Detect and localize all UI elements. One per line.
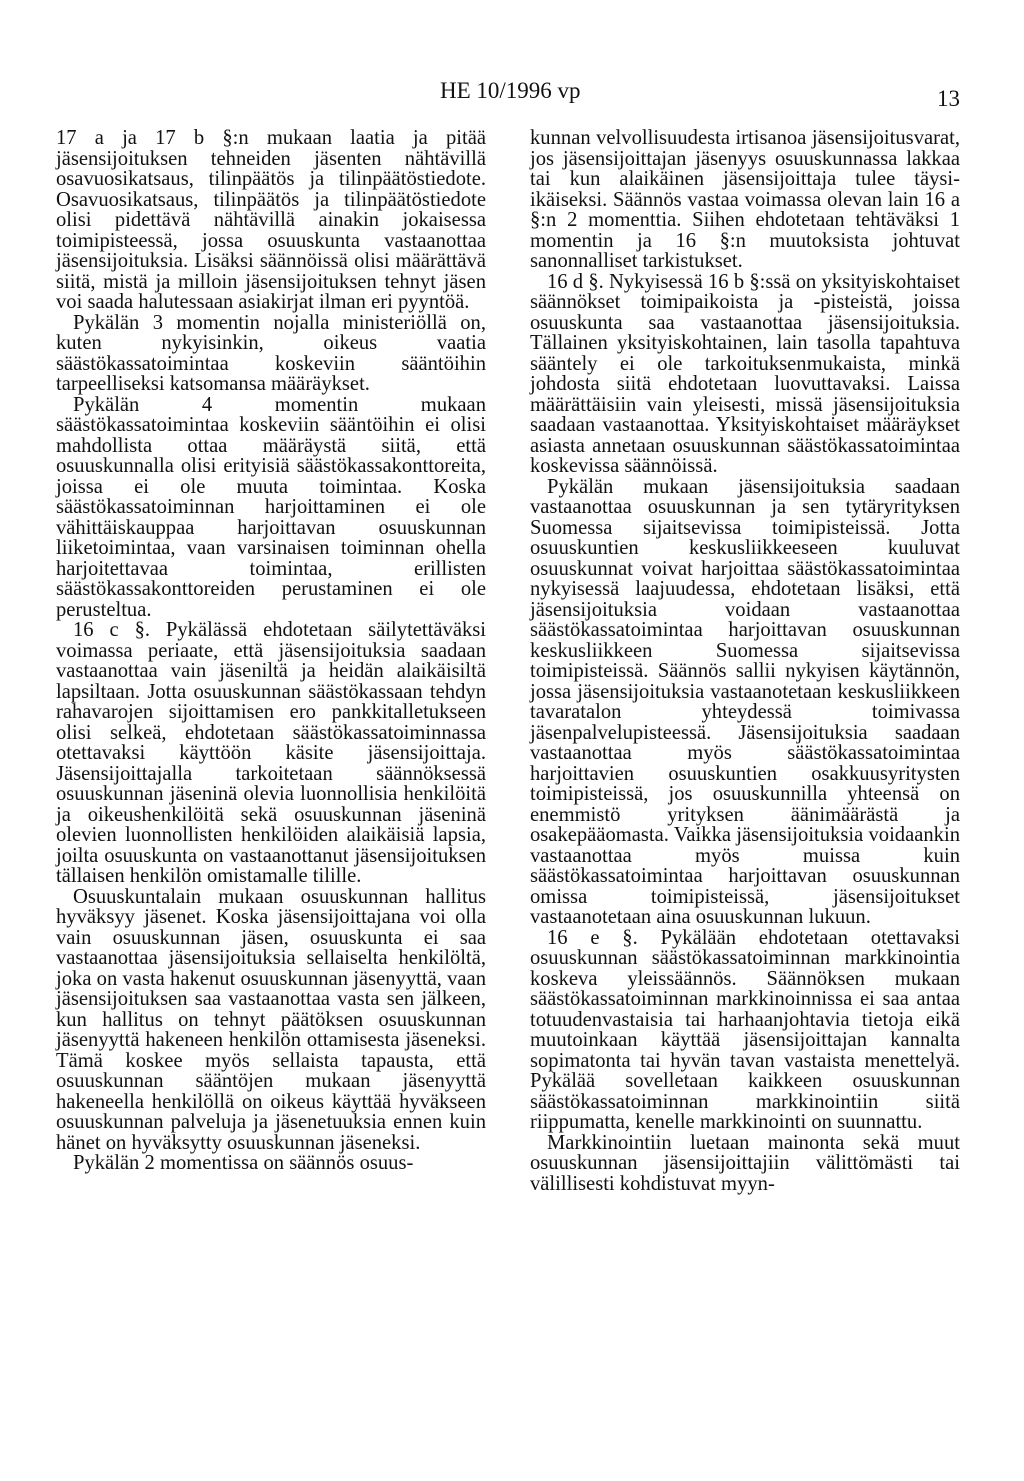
paragraph: 16 c §. Pykälässä ehdotetaan säilytettäväksi voimassa periaate, että jäsensijoituksia saadaan vastaanottaa vain jäseniltä ja heidän alaikäisiltä lapsiltaan. Jotta osuuskunnan säästökassaan tehdyn rahavarojen sijoittamisen ero pankkitalletukseen olisi selkeä, ehdotetaan säästökassatoiminnassa otettavaksi käyttöön käsite jäsensijoittaja. Jäsensijoittajalla tarkoitetaan säännöksessä osuuskunnan jäseninä olevia luonnollisia henkilöitä ja oikeushenkilöitä sekä osuuskunnan jäseninä olevien luonnollisten henkilöiden alaikäisiä lapsia, joilta osuuskunta on vastaanottanut jäsensijoituksen tällaisen henkilön omistamalle tilille. bbox=[56, 619, 486, 887]
paragraph: kunnan velvollisuudesta irtisanoa jäsensijoitusvarat, jos jäsensijoittajan jäsenyys osuuskunnassa lakkaa tai kun alaikäinen jäsensijoittaja tulee täysi-ikäiseksi. Säännös vastaa voimassa olevan lain 16 a §:n 2 momenttia. Siihen ehdotetaan tehtäväksi 1 momentin ja 16 §:n muutoksista johtuvat sanonnalliset tarkistukset. bbox=[530, 127, 960, 272]
paragraph: Pykälän mukaan jäsensijoituksia saadaan vastaanottaa osuuskunnan ja sen tytäryrityksen Suomessa sijaitsevissa toimipisteissä. Jotta osuuskuntien keskusliikkeeseen kuuluvat osuuskunnat voivat harjoittaa säästökassatoimintaa nykyisessä laajuudessa, ehdotetaan lisäksi, että jäsensijoituksia voidaan vastaanottaa säästökassatoimintaa harjoittavan osuuskunnan keskusliikkeen Suomessa sijaitsevissa toimipisteissä. Säännös sallii nykyisen käytännön, jossa jäsensijoituksia vastaanotetaan keskusliikkeen tavaratalon yhteydessä toimivassa jäsenpalvelupisteessä. Jäsensijoituksia saadaan vastaanottaa myös säästökassatoimintaa harjoittavien osuuskuntien osakkuusyritysten toimipisteissä, jos osuuskunnilla yhteensä on enemmistö yrityksen äänimäärästä ja osakepääomasta. Vaikka jäsensijoituksia voidaankin vastaanottaa myös muissa kuin säästökassatoimintaa harjoittavan osuuskunnan omissa toimipisteissä, jäsensijoitukset vastaanotetaan aina osuuskunnan lukuun. bbox=[530, 475, 960, 928]
right-column bbox=[530, 128, 960, 1194]
paragraph: 17 a ja 17 b §:n mukaan laatia ja pitää jäsensijoituksen tehneiden jäsenten nähtävillä osavuosikatsaus, tilinpäätös ja tilinpäätöstiedote. Osavuosikatsaus, tilinpäätös ja tilinpäätöstiedote olisi pidettävä nähtävillä ainakin jokaisessa toimipisteessä, jossa osuuskunta vastaanottaa jäsensijoituksia. Lisäksi säännöissä olisi määrättävä siitä, mistä ja milloin jäsensijoituksen tehnyt jäsen voi saada halutessaan asiakirjat ilman eri pyyntöä. bbox=[56, 127, 486, 313]
page-header bbox=[0, 78, 1024, 111]
document-id: HE 10/1996 vp bbox=[440, 78, 581, 103]
paragraph: Pykälän 2 momentissa on säännös osuus- bbox=[73, 1152, 414, 1174]
paragraph: Pykälän 4 momentin mukaan säästökassatoimintaa koskeviin sääntöihin ei olisi mahdollista ottaa määräystä siitä, että osuuskunnalla olisi erityisiä säästökassakonttoreita, joissa ei ole muuta toimintaa. Koska säästökassatoiminnan harjoittaminen ei ole vähittäiskauppaa harjoittavan osuuskunnan liiketoimintaa, vaan varsinaisen toiminnan ohella harjoitettavaa toimintaa, erillisten säästökassakonttoreiden perustaminen ei ole perusteltua. bbox=[56, 393, 486, 621]
paragraph: Osuuskuntalain mukaan osuuskunnan hallitus hyväksyy jäsenet. Koska jäsensijoittajana voi olla vain osuuskunnan jäsen, osuuskunta ei saa vastaanottaa jäsensijoituksia sellaiselta henkilöltä, joka on vasta hakenut osuuskunnan jäsenyyttä, vaan jäsensijoituksen saa vastaanottaa vasta sen jälkeen, kun hallitus on tehnyt päätöksen osuuskunnan jäsenyyttä hakeneen henkilön ottamisesta jäseneksi. Tämä koskee myös sellaista tapausta, että osuuskunnan sääntöjen mukaan jäsenyyttä hakeneella henkilöllä on oikeus käyttää hyväkseen osuuskunnan palveluja ja jäsenetuuksia ennen kuin hänet on hyväksytty osuuskunnan jäseneksi. bbox=[56, 885, 486, 1154]
paragraph: 16 e §. Pykälään ehdotetaan otettavaksi osuuskunnan säästökassatoiminnan markkinointia koskeva yleissäännös. Säännöksen mukaan säästökassatoiminnan markkinoinnissa ei saa antaa totuudenvastaisia tai harhaanjohtavia tietoja eikä muutoinkaan käyttää jäsensijoittajan kannalta sopimatonta tai hyvän tavan vastaista menettelyä. Pykälää sovelletaan kaikkeen osuuskunnan säästökassatoiminnan markkinointiin siitä riippumatta, kenelle markkinointi on suunnattu. bbox=[530, 926, 960, 1133]
paragraph: 16 d §. Nykyisessä 16 b §:ssä on yksityiskohtaiset säännökset toimipaikoista ja -pisteistä, joissa osuuskunta saa vastaanottaa jäsensijoituksia. Tällainen yksityiskohtainen, lain tasolla tapahtuva sääntely ei ole tarkoituksenmukaista, minkä johdosta siitä ehdotetaan luovuttavaksi. Laissa määrättäisiin vain yleisesti, missä jäsensijoituksia saadaan vastaanottaa. Yksityiskohtaiset määräykset asiasta annetaan osuuskunnan säästökassatoimintaa koskevissa säännöissä. bbox=[530, 270, 960, 477]
page-number: 13 bbox=[937, 86, 960, 111]
paragraph: Pykälän 3 momentin nojalla ministeriöllä on, kuten nykyisinkin, oikeus vaatia säästökassatoimintaa koskeviin sääntöihin tarpeelliseksi katsomansa määräykset. bbox=[56, 311, 486, 395]
left-column bbox=[56, 128, 486, 1174]
paragraph: Markkinointiin luetaan mainonta sekä muut osuuskunnan jäsensijoittajiin välittömästi tai välillisesti kohdistuvat myyn- bbox=[530, 1131, 960, 1195]
